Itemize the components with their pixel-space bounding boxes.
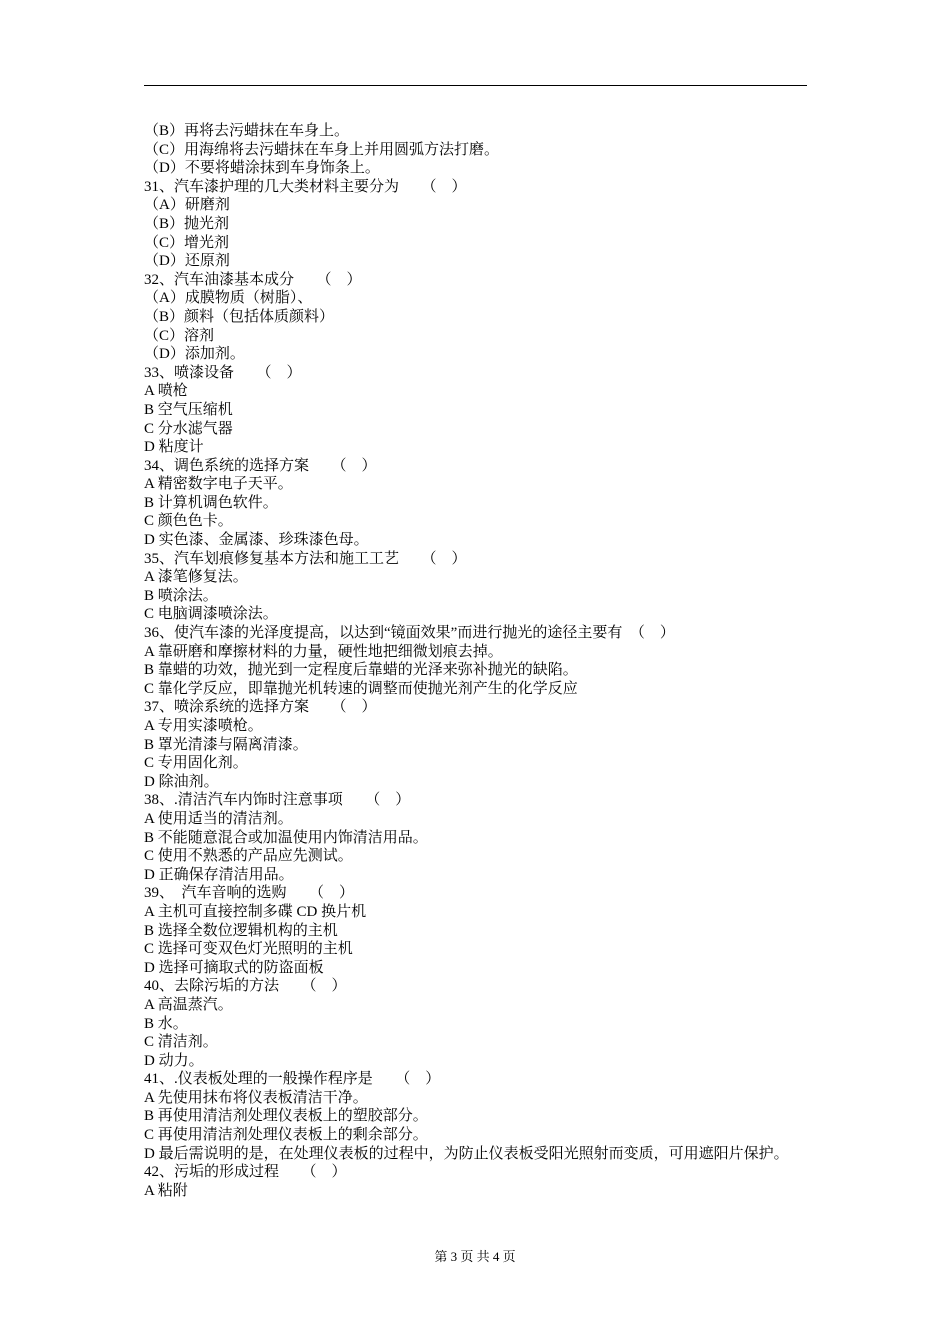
text-line: C 专用固化剂。 xyxy=(144,755,248,772)
text-line: C 选择可变双色灯光照明的主机 xyxy=(144,941,353,958)
text-line: B 计算机调色软件。 xyxy=(144,494,278,511)
text-line: 31、汽车漆护理的几大类材料主要分为 （ ） xyxy=(144,178,467,195)
text-line: D 正确保存清洁用品。 xyxy=(144,866,294,883)
text-line: A 靠研磨和摩擦材料的力量，硬性地把细微划痕去掉。 xyxy=(144,643,503,660)
text-line: A 主机可直接控制多碟 CD 换片机 xyxy=(144,903,367,920)
text-line: C 再使用清洁剂处理仪表板上的剩余部分。 xyxy=(144,1127,428,1144)
text-line: 35、汽车划痕修复基本方法和施工工艺 （ ） xyxy=(144,550,467,567)
text-line: C 电脑调漆喷涂法。 xyxy=(144,606,278,623)
text-line: C 靠化学反应，即靠抛光机转速的调整而使抛光剂产生的化学反应 xyxy=(144,680,578,697)
text-line: （B）再将去污蜡抹在车身上。 xyxy=(144,123,350,139)
text-line: A 专用实漆喷枪。 xyxy=(144,718,263,734)
text-line: （D）不要将蜡涂抹到车身饰条上。 xyxy=(144,160,380,177)
text-line: A 喷枪 xyxy=(144,383,188,400)
text-line: C 颜色色卡。 xyxy=(144,513,233,530)
text-line: （A）研磨剂 xyxy=(144,197,230,214)
text-line: D 粘度计 xyxy=(144,439,204,456)
text-line: B 不能随意混合或加温使用内饰清洁用品。 xyxy=(144,829,428,846)
text-line: B 选择全数位逻辑机构的主机 xyxy=(144,922,338,939)
text-line: B 再使用清洁剂处理仪表板上的塑胶部分。 xyxy=(144,1108,428,1125)
text-line: 34、调色系统的选择方案 （ ） xyxy=(144,457,377,474)
text-line: A 精密数字电子天平。 xyxy=(144,476,293,493)
text-line: 33、喷漆设备 （ ） xyxy=(144,364,302,381)
text-line: D 最后需说明的是，在处理仪表板的过程中，为防止仪表板受阳光照射而变质，可用遮阳片保护。 xyxy=(144,1145,789,1162)
text-line: （D）添加剂。 xyxy=(144,346,245,363)
text-line: 32、汽车油漆基本成分 （ ） xyxy=(144,271,362,288)
text-line: A 高温蒸汽。 xyxy=(144,996,233,1013)
text-line: 39、 汽车音响的选购 （ ） xyxy=(144,885,355,902)
text-line: A 使用适当的清洁剂。 xyxy=(144,810,293,827)
text-line: （B）抛光剂 xyxy=(144,215,230,232)
text-line: A 粘附 xyxy=(144,1182,188,1199)
text-line: （C）增光剂 xyxy=(144,234,230,251)
text-line: A 漆笔修复法。 xyxy=(144,569,248,586)
text-line: 40、去除污垢的方法 （ ） xyxy=(144,978,347,995)
text-line: C 使用不熟悉的产品应先测试。 xyxy=(144,848,353,865)
text-line: D 选择可摘取式的防盗面板 xyxy=(144,959,324,976)
text-line: （C）用海绵将去污蜡抹在车身上并用圆弧方法打磨。 xyxy=(144,141,500,158)
text-line: 37、喷涂系统的选择方案 （ ） xyxy=(144,699,377,716)
text-line: D 动力。 xyxy=(144,1052,204,1069)
text-line: 36、使汽车漆的光泽度提高，以达到“镜面效果”而进行抛光的途径主要有 （ ） xyxy=(144,625,675,642)
text-line: B 喷涂法。 xyxy=(144,587,218,604)
text-line: （A）成膜物质（树脂）、 xyxy=(144,290,313,307)
text-line: D 除油剂。 xyxy=(144,773,219,790)
page-footer: 第 3 页 共 4 页 xyxy=(434,1249,516,1264)
text-line: D 实色漆、金属漆、珍珠漆色母。 xyxy=(144,532,369,549)
text-line: （D）还原剂 xyxy=(144,253,230,270)
text-line: B 空气压缩机 xyxy=(144,401,233,418)
text-line: B 罩光清漆与隔离清漆。 xyxy=(144,736,308,753)
text-line: B 水。 xyxy=(144,1015,188,1032)
header-rule xyxy=(144,85,807,86)
text-line: B 靠蜡的功效，抛光到一定程度后靠蜡的光泽来弥补抛光的缺陷。 xyxy=(144,662,578,679)
text-line: （B）颜料（包括体质颜料） xyxy=(144,308,335,325)
text-line: 41、.仪表板处理的一般操作程序是 （ ） xyxy=(144,1071,441,1088)
text-line: C 清洁剂。 xyxy=(144,1034,218,1051)
text-line: A 先使用抹布将仪表板清洁干净。 xyxy=(144,1089,368,1106)
document-body xyxy=(144,122,808,1200)
text-line: 38、.清洁汽车内饰时注意事项 （ ） xyxy=(144,792,411,809)
text-line: 42、污垢的形成过程 （ ） xyxy=(144,1164,347,1181)
text-line: C 分水滤气器 xyxy=(144,420,233,437)
text-line: （C）溶剂 xyxy=(144,327,215,344)
